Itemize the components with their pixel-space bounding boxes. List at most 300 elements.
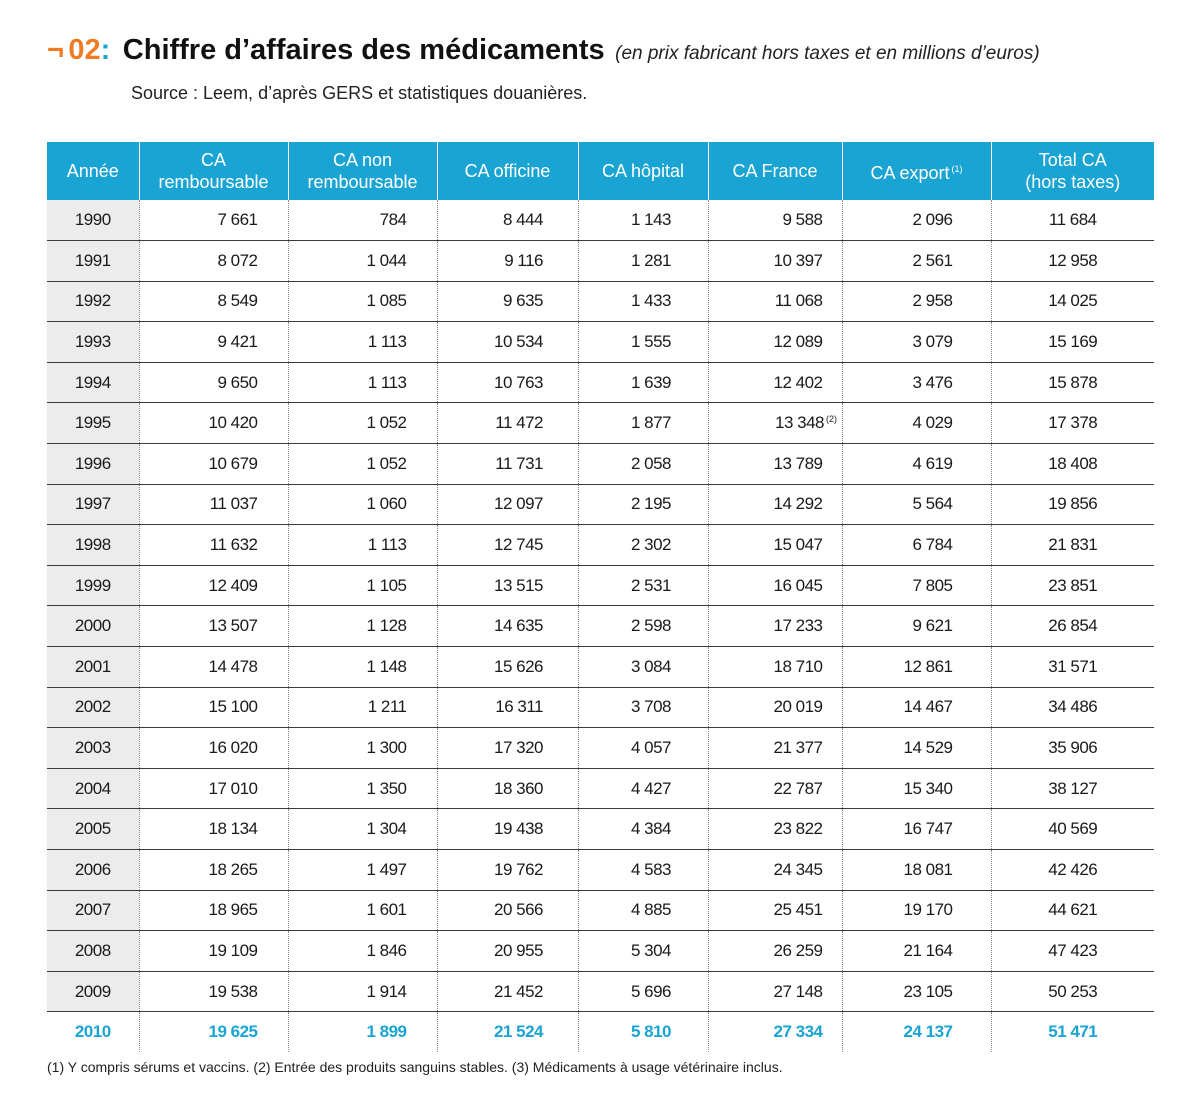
table-row bbox=[47, 890, 1154, 931]
table-row bbox=[47, 647, 1154, 688]
cell-value: 4 583 bbox=[630, 859, 671, 879]
cell-value: 1 060 bbox=[366, 494, 407, 514]
cell-value: 9 588 bbox=[782, 210, 823, 230]
cell-value: 11 068 bbox=[774, 291, 823, 311]
cell-value: 19 625 bbox=[208, 1022, 258, 1042]
cell-value: 9 635 bbox=[502, 291, 543, 311]
cell-value: 1 639 bbox=[630, 372, 671, 392]
value-cell: 23 851 bbox=[991, 565, 1154, 606]
value-cell bbox=[139, 565, 288, 606]
cell-value: 5 304 bbox=[630, 940, 671, 960]
table-row bbox=[47, 403, 1154, 444]
value-cell: 42 426 bbox=[991, 850, 1154, 891]
value-cell bbox=[437, 890, 578, 931]
header-label: CA non bbox=[332, 150, 393, 170]
value-cell: 40 569 bbox=[991, 809, 1154, 850]
value-cell bbox=[708, 565, 842, 606]
cell-value: 1 555 bbox=[630, 332, 671, 352]
value-cell bbox=[842, 525, 991, 566]
value-cell bbox=[842, 971, 991, 1012]
value-cell bbox=[708, 444, 842, 485]
value-cell: 14 025 bbox=[991, 281, 1154, 322]
cell-value: 1 601 bbox=[366, 900, 407, 920]
value-cell bbox=[437, 362, 578, 403]
cell-value: 4 029 bbox=[912, 413, 953, 433]
cell-value: 19 170 bbox=[903, 900, 953, 920]
value-cell bbox=[437, 728, 578, 769]
value-cell bbox=[578, 931, 708, 972]
cell-value: 20 955 bbox=[494, 940, 543, 960]
value-cell bbox=[842, 606, 991, 647]
value-cell bbox=[708, 241, 842, 282]
table-row bbox=[47, 768, 1154, 809]
value-cell bbox=[139, 687, 288, 728]
value-cell bbox=[437, 200, 578, 241]
cell-value: 16 311 bbox=[495, 697, 543, 717]
cell-value: 16 747 bbox=[903, 819, 953, 839]
value-cell bbox=[708, 687, 842, 728]
cell-value: 12 745 bbox=[494, 535, 543, 555]
value-cell: 17 378 bbox=[991, 403, 1154, 444]
cell-value: 17 233 bbox=[773, 616, 823, 636]
cell-value: 7 805 bbox=[912, 575, 953, 595]
cell-value: 5 564 bbox=[912, 494, 953, 514]
value-cell bbox=[437, 1012, 578, 1053]
cell-value: 27 334 bbox=[773, 1022, 823, 1042]
cell-value: 15 340 bbox=[903, 778, 953, 798]
value-cell bbox=[708, 768, 842, 809]
value-cell bbox=[708, 403, 842, 444]
header-ca-non-remboursable bbox=[288, 142, 437, 200]
value-cell bbox=[708, 200, 842, 241]
header-label: remboursable bbox=[158, 172, 269, 192]
value-cell bbox=[842, 281, 991, 322]
value-cell bbox=[139, 606, 288, 647]
value-cell bbox=[437, 403, 578, 444]
cell-value: 4 619 bbox=[912, 453, 953, 473]
table-header-row bbox=[47, 142, 1154, 200]
cell-value: 17 320 bbox=[494, 738, 543, 758]
table-row bbox=[47, 606, 1154, 647]
cell-value: 1 846 bbox=[366, 940, 407, 960]
cell-value: 20 019 bbox=[773, 697, 823, 717]
cell-value: 4 384 bbox=[630, 819, 671, 839]
header-ca-export bbox=[842, 142, 991, 200]
cell-value: 3 084 bbox=[630, 656, 671, 676]
revenue-table bbox=[47, 142, 1154, 1052]
cell-value: 16 045 bbox=[773, 575, 823, 595]
cell-value: 1 148 bbox=[366, 656, 407, 676]
value-cell bbox=[578, 525, 708, 566]
value-cell bbox=[139, 971, 288, 1012]
year-cell: 2007 bbox=[47, 890, 139, 931]
cell-value: 1 497 bbox=[366, 859, 407, 879]
year-cell: 2001 bbox=[47, 647, 139, 688]
value-cell bbox=[139, 200, 288, 241]
value-cell: 18 408 bbox=[991, 444, 1154, 485]
value-cell bbox=[437, 768, 578, 809]
header-label: CA hôpital bbox=[601, 161, 685, 181]
value-cell bbox=[578, 281, 708, 322]
value-cell: 34 486 bbox=[991, 687, 1154, 728]
value-cell bbox=[139, 403, 288, 444]
year-cell: 2003 bbox=[47, 728, 139, 769]
cell-value: 12 089 bbox=[773, 332, 823, 352]
header-label: Total CA bbox=[1038, 150, 1107, 170]
year-cell: 1996 bbox=[47, 444, 139, 485]
table-row bbox=[47, 931, 1154, 972]
value-cell: 11 684 bbox=[991, 200, 1154, 241]
cell-value: 14 529 bbox=[903, 738, 953, 758]
value-cell bbox=[437, 850, 578, 891]
value-cell bbox=[437, 809, 578, 850]
value-cell bbox=[578, 890, 708, 931]
footnote: (1) Y compris sérums et vaccins. (2) Entrée des produits sanguins stables. (3) Médicaments à usage vétérinaire inclus. bbox=[47, 1059, 783, 1075]
value-cell bbox=[578, 809, 708, 850]
footnote-marker: (2) bbox=[826, 413, 837, 424]
value-cell bbox=[288, 525, 437, 566]
cell-value: 20 566 bbox=[494, 900, 543, 920]
value-cell bbox=[437, 971, 578, 1012]
value-cell bbox=[578, 484, 708, 525]
cell-value: 18 360 bbox=[494, 778, 543, 798]
cell-value: 1 914 bbox=[366, 981, 407, 1001]
source-line: Source : Leem, d’après GERS et statistiques douanières. bbox=[131, 83, 588, 103]
cell-value: 1 052 bbox=[366, 413, 407, 433]
value-cell bbox=[842, 890, 991, 931]
year-cell: 2002 bbox=[47, 687, 139, 728]
value-cell bbox=[708, 322, 842, 363]
value-cell bbox=[708, 606, 842, 647]
cell-value: 1 350 bbox=[366, 778, 407, 798]
year-cell: 1994 bbox=[47, 362, 139, 403]
value-cell bbox=[288, 362, 437, 403]
value-cell bbox=[288, 647, 437, 688]
value-cell: 12 958 bbox=[991, 241, 1154, 282]
cell-value: 1 143 bbox=[630, 210, 671, 230]
cell-value: 21 377 bbox=[773, 738, 823, 758]
cell-value: 4 885 bbox=[630, 900, 671, 920]
cell-value: 1 113 bbox=[367, 332, 407, 352]
value-cell: 15 878 bbox=[991, 362, 1154, 403]
cell-value: 8 549 bbox=[217, 291, 258, 311]
value-cell bbox=[578, 1012, 708, 1053]
year-cell: 1991 bbox=[47, 241, 139, 282]
cell-value: 2 302 bbox=[630, 535, 671, 555]
cell-value: 7 661 bbox=[217, 210, 258, 230]
table-row bbox=[47, 200, 1154, 241]
heading-number: 02 bbox=[68, 34, 101, 66]
cell-value: 1 300 bbox=[366, 738, 407, 758]
value-cell: 15 169 bbox=[991, 322, 1154, 363]
value-cell bbox=[708, 362, 842, 403]
value-cell bbox=[288, 890, 437, 931]
cell-value: 13 789 bbox=[773, 453, 823, 473]
table-row bbox=[47, 809, 1154, 850]
value-cell bbox=[437, 322, 578, 363]
header-label: (hors taxes) bbox=[1025, 172, 1121, 192]
value-cell bbox=[578, 403, 708, 444]
value-cell bbox=[288, 200, 437, 241]
cell-value: 19 762 bbox=[494, 859, 543, 879]
value-cell bbox=[288, 768, 437, 809]
value-cell bbox=[578, 971, 708, 1012]
cell-value: 1 113 bbox=[367, 535, 407, 555]
cell-value: 26 259 bbox=[773, 940, 823, 960]
cell-value: 3 476 bbox=[912, 372, 953, 392]
cell-value: 4 427 bbox=[630, 778, 671, 798]
year-cell: 2009 bbox=[47, 971, 139, 1012]
cell-value: 2 195 bbox=[630, 494, 671, 514]
cell-value: 24 345 bbox=[773, 859, 823, 879]
cell-value: 21 524 bbox=[494, 1022, 543, 1042]
value-cell bbox=[437, 931, 578, 972]
cell-value: 18 134 bbox=[208, 819, 258, 839]
value-cell bbox=[288, 322, 437, 363]
cell-value: 14 467 bbox=[903, 697, 953, 717]
year-cell: 2000 bbox=[47, 606, 139, 647]
value-cell bbox=[578, 606, 708, 647]
heading-colon: : bbox=[100, 34, 111, 66]
cell-value: 784 bbox=[379, 210, 407, 230]
cell-value: 19 438 bbox=[494, 819, 543, 839]
cell-value: 11 632 bbox=[209, 535, 258, 555]
value-cell: 35 906 bbox=[991, 728, 1154, 769]
value-cell bbox=[288, 850, 437, 891]
table-body bbox=[47, 200, 1154, 1052]
page-heading bbox=[47, 34, 1040, 67]
cell-value: 2 561 bbox=[912, 250, 953, 270]
value-cell bbox=[139, 241, 288, 282]
cell-value: 1 052 bbox=[366, 453, 407, 473]
table-row bbox=[47, 322, 1154, 363]
cell-value: 16 020 bbox=[208, 738, 258, 758]
value-cell bbox=[842, 687, 991, 728]
value-cell bbox=[842, 444, 991, 485]
cell-value: 12 861 bbox=[903, 656, 953, 676]
cell-value: 18 265 bbox=[208, 859, 258, 879]
value-cell bbox=[288, 728, 437, 769]
cell-value: 1 105 bbox=[366, 575, 407, 595]
cell-value: 11 472 bbox=[495, 413, 543, 433]
table-row bbox=[47, 281, 1154, 322]
cell-value: 21 452 bbox=[494, 981, 543, 1001]
header-label: CA officine bbox=[464, 161, 551, 181]
value-cell: 47 423 bbox=[991, 931, 1154, 972]
value-cell bbox=[708, 281, 842, 322]
header-label: Année bbox=[66, 161, 119, 181]
table-row bbox=[47, 241, 1154, 282]
cell-value: 1 877 bbox=[630, 413, 671, 433]
header-ca-hopital bbox=[578, 142, 708, 200]
page-title: Chiffre d’affaires des médicaments bbox=[122, 34, 605, 66]
value-cell bbox=[578, 687, 708, 728]
value-cell bbox=[437, 606, 578, 647]
cell-value: 14 292 bbox=[773, 494, 823, 514]
table-row bbox=[47, 565, 1154, 606]
value-cell bbox=[139, 890, 288, 931]
value-cell bbox=[437, 241, 578, 282]
value-cell bbox=[139, 768, 288, 809]
value-cell bbox=[708, 890, 842, 931]
value-cell bbox=[437, 687, 578, 728]
cell-value: 15 100 bbox=[208, 697, 258, 717]
cell-value: 4 057 bbox=[630, 738, 671, 758]
header-label: remboursable bbox=[307, 172, 418, 192]
cell-value: 18 965 bbox=[208, 900, 258, 920]
cell-value: 18 081 bbox=[903, 859, 953, 879]
cell-value: 2 598 bbox=[630, 616, 671, 636]
cell-value: 22 787 bbox=[773, 778, 823, 798]
cell-value: 19 538 bbox=[208, 981, 258, 1001]
value-cell: 51 471 bbox=[991, 1012, 1154, 1053]
value-cell bbox=[288, 444, 437, 485]
value-cell bbox=[708, 809, 842, 850]
value-cell bbox=[288, 1012, 437, 1053]
value-cell bbox=[288, 281, 437, 322]
value-cell bbox=[842, 362, 991, 403]
cell-value: 10 763 bbox=[494, 372, 543, 392]
value-cell bbox=[139, 322, 288, 363]
value-cell: 26 854 bbox=[991, 606, 1154, 647]
value-cell bbox=[139, 1012, 288, 1053]
cell-value: 10 534 bbox=[494, 332, 543, 352]
value-cell bbox=[288, 403, 437, 444]
header-label: CA France bbox=[732, 161, 818, 181]
cell-value: 5 810 bbox=[630, 1022, 671, 1042]
value-cell bbox=[842, 728, 991, 769]
value-cell bbox=[578, 850, 708, 891]
value-cell bbox=[437, 484, 578, 525]
value-cell bbox=[842, 322, 991, 363]
value-cell bbox=[288, 484, 437, 525]
value-cell: 31 571 bbox=[991, 647, 1154, 688]
cell-value: 14 478 bbox=[208, 656, 258, 676]
value-cell bbox=[437, 565, 578, 606]
table-row bbox=[47, 362, 1154, 403]
value-cell bbox=[578, 241, 708, 282]
cell-value: 1 211 bbox=[367, 697, 407, 717]
value-cell bbox=[437, 444, 578, 485]
cell-value: 23 105 bbox=[903, 981, 953, 1001]
value-cell bbox=[437, 647, 578, 688]
cell-value: 2 058 bbox=[630, 453, 671, 473]
value-cell bbox=[578, 728, 708, 769]
cell-value: 1 433 bbox=[630, 291, 671, 311]
value-cell bbox=[842, 647, 991, 688]
value-cell bbox=[578, 647, 708, 688]
value-cell bbox=[288, 687, 437, 728]
value-cell bbox=[288, 241, 437, 282]
value-cell bbox=[842, 931, 991, 972]
value-cell bbox=[139, 525, 288, 566]
cell-value: 12 409 bbox=[208, 575, 258, 595]
cell-value: 1 304 bbox=[366, 819, 407, 839]
cell-value: 24 137 bbox=[903, 1022, 953, 1042]
cell-value: 9 650 bbox=[217, 372, 258, 392]
value-cell: 38 127 bbox=[991, 768, 1154, 809]
table-row bbox=[47, 687, 1154, 728]
cell-value: 13 348 bbox=[775, 413, 824, 433]
cell-value: 1 085 bbox=[366, 291, 407, 311]
value-cell bbox=[842, 241, 991, 282]
header-label: CA bbox=[200, 150, 226, 170]
header-ca-france bbox=[708, 142, 842, 200]
value-cell bbox=[708, 1012, 842, 1053]
value-cell bbox=[139, 647, 288, 688]
value-cell bbox=[708, 850, 842, 891]
value-cell bbox=[288, 931, 437, 972]
header-ca-officine bbox=[437, 142, 578, 200]
cell-value: 8 072 bbox=[217, 250, 258, 270]
cell-value: 13 507 bbox=[208, 616, 258, 636]
cell-value: 3 708 bbox=[630, 697, 671, 717]
value-cell: 50 253 bbox=[991, 971, 1154, 1012]
value-cell: 44 621 bbox=[991, 890, 1154, 931]
value-cell bbox=[708, 728, 842, 769]
value-cell bbox=[578, 768, 708, 809]
value-cell bbox=[139, 281, 288, 322]
cell-value: 11 037 bbox=[209, 494, 258, 514]
table-row bbox=[47, 1012, 1154, 1053]
value-cell bbox=[842, 484, 991, 525]
table-row bbox=[47, 525, 1154, 566]
year-cell: 2008 bbox=[47, 931, 139, 972]
cell-value: 1 281 bbox=[630, 250, 671, 270]
cell-value: 3 079 bbox=[912, 332, 953, 352]
cell-value: 10 397 bbox=[773, 250, 823, 270]
cell-value: 2 958 bbox=[912, 291, 953, 311]
cell-value: 9 421 bbox=[217, 332, 258, 352]
year-cell: 1990 bbox=[47, 200, 139, 241]
table-row bbox=[47, 728, 1154, 769]
page-subtitle: (en prix fabricant hors taxes et en millions d’euros) bbox=[615, 43, 1040, 64]
year-cell: 1993 bbox=[47, 322, 139, 363]
value-cell bbox=[842, 565, 991, 606]
year-cell: 2006 bbox=[47, 850, 139, 891]
cell-value: 9 621 bbox=[912, 616, 953, 636]
cell-value: 13 515 bbox=[494, 575, 543, 595]
value-cell bbox=[708, 484, 842, 525]
value-cell bbox=[708, 525, 842, 566]
value-cell bbox=[139, 728, 288, 769]
year-cell: 2010 bbox=[47, 1012, 139, 1053]
cell-value: 27 148 bbox=[773, 981, 823, 1001]
value-cell bbox=[842, 850, 991, 891]
cell-value: 1 899 bbox=[366, 1022, 407, 1042]
cell-value: 6 784 bbox=[912, 535, 953, 555]
cell-value: 11 731 bbox=[495, 453, 543, 473]
year-cell: 2004 bbox=[47, 768, 139, 809]
value-cell bbox=[139, 362, 288, 403]
year-cell: 1998 bbox=[47, 525, 139, 566]
value-cell bbox=[288, 565, 437, 606]
cell-value: 15 047 bbox=[773, 535, 823, 555]
value-cell bbox=[578, 444, 708, 485]
cell-value: 18 710 bbox=[773, 656, 823, 676]
header-total-ca bbox=[991, 142, 1154, 200]
value-cell bbox=[288, 606, 437, 647]
table-row bbox=[47, 444, 1154, 485]
value-cell bbox=[288, 971, 437, 1012]
cell-value: 21 164 bbox=[903, 940, 953, 960]
cell-value: 25 451 bbox=[773, 900, 823, 920]
cell-value: 17 010 bbox=[208, 778, 258, 798]
value-cell bbox=[139, 850, 288, 891]
value-cell bbox=[139, 484, 288, 525]
value-cell bbox=[842, 403, 991, 444]
cell-value: 1 128 bbox=[366, 616, 407, 636]
